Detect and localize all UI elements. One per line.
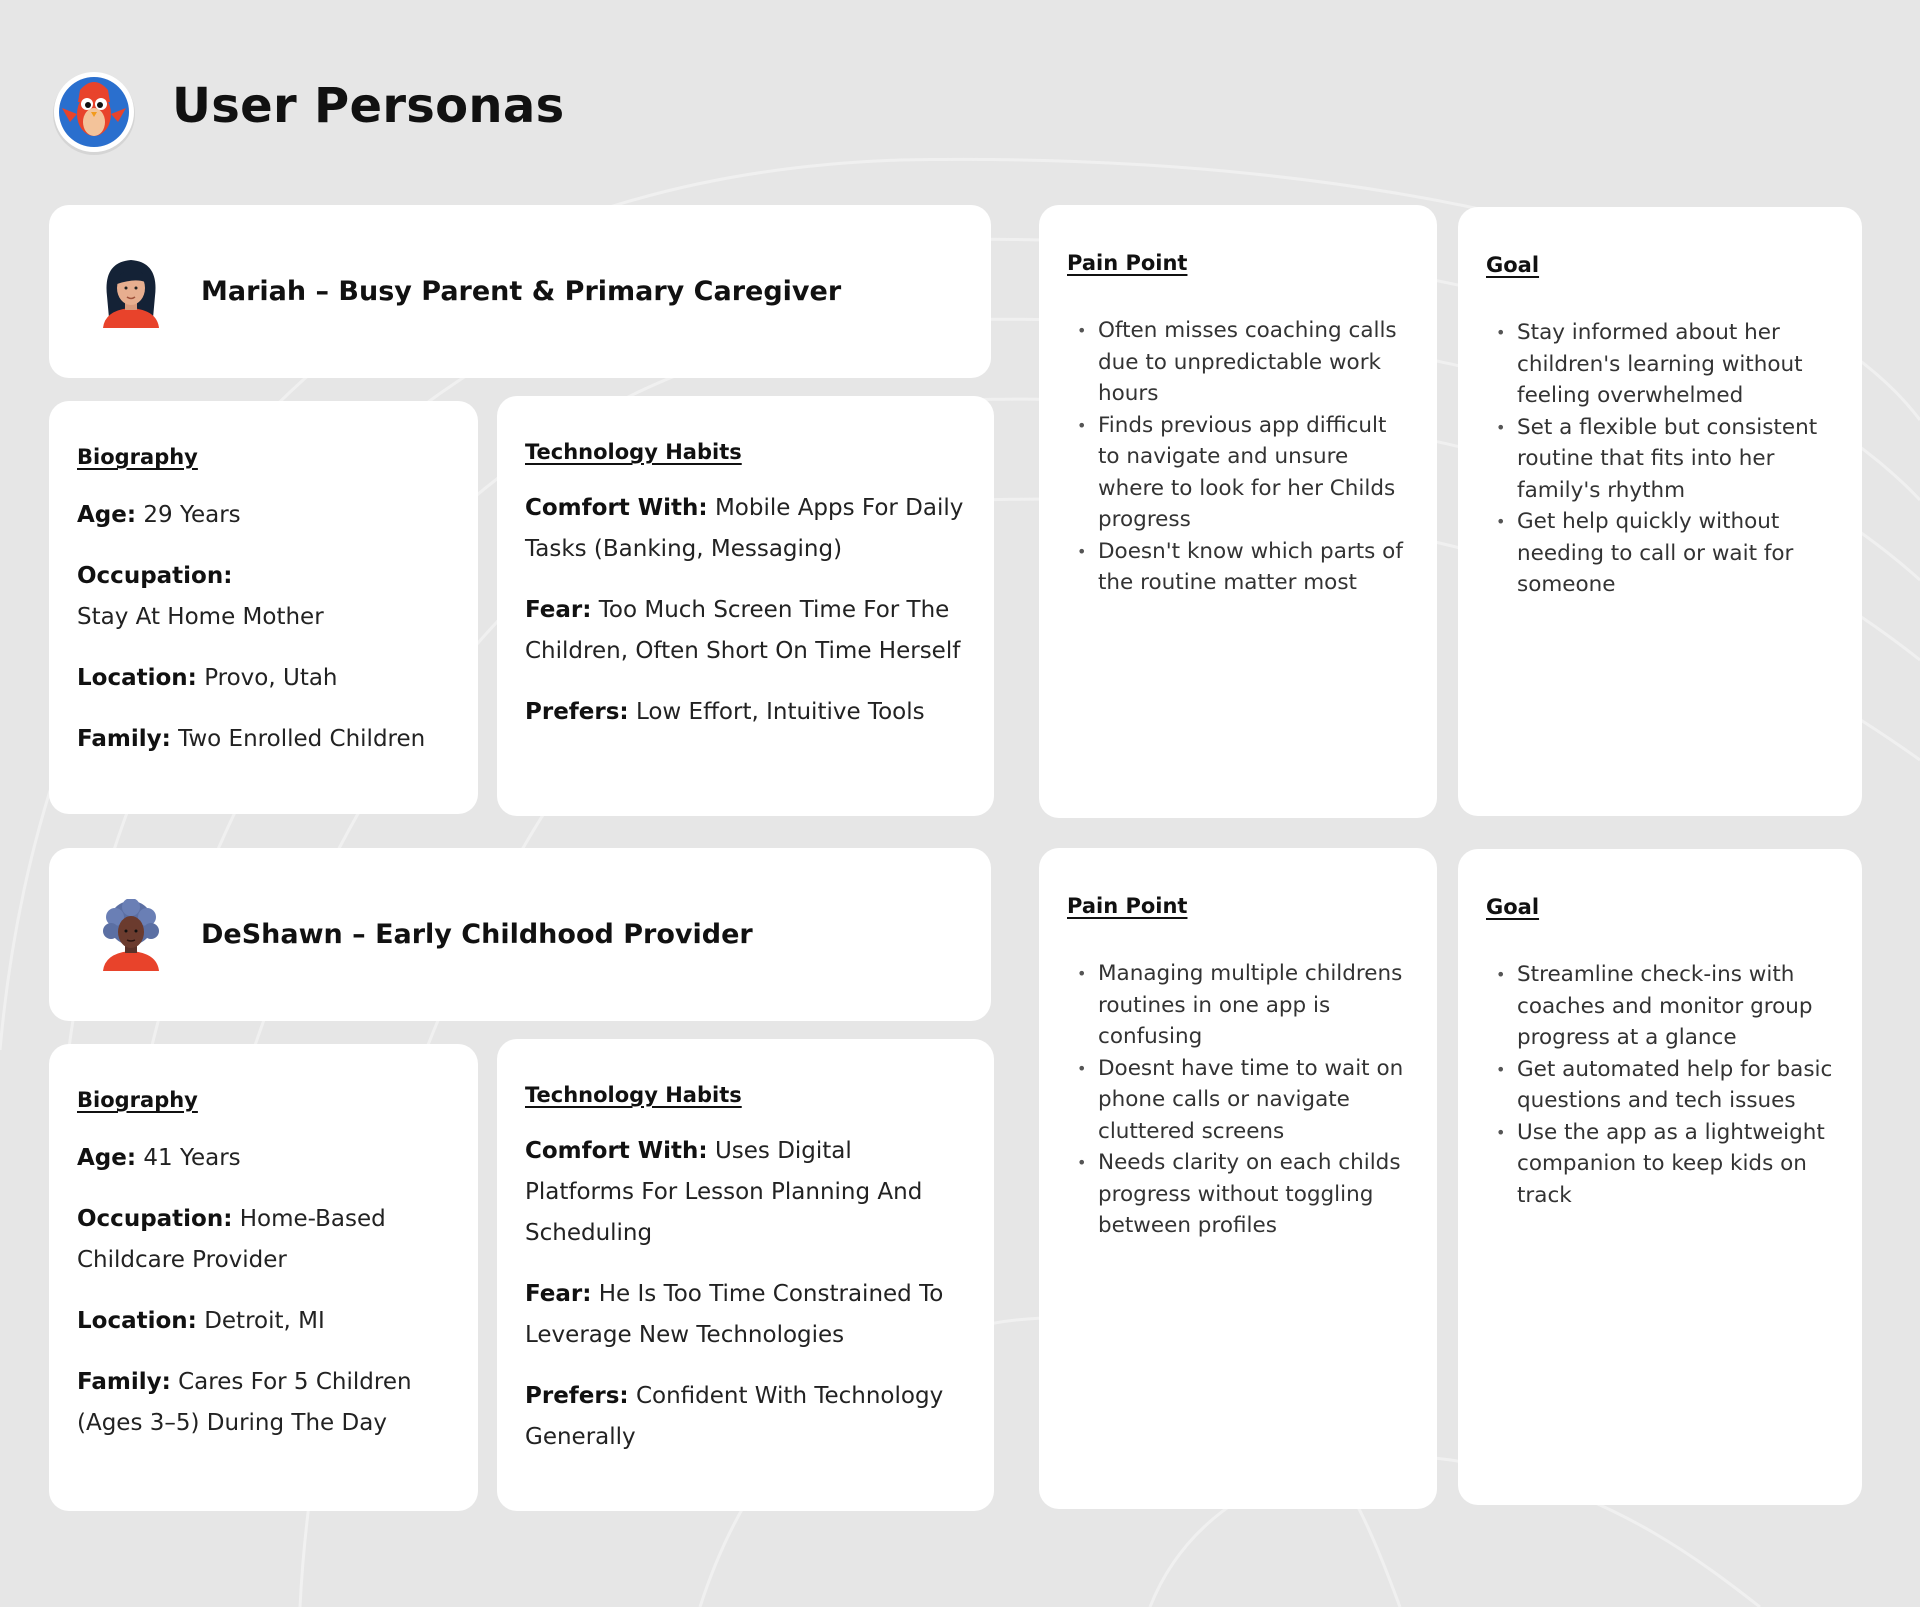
tech-prefers: Prefers: Confident With Technology Generally: [525, 1383, 944, 1450]
tech-comfort: Comfort With: Mobile Apps For Daily Tasks (Banking, Messaging): [525, 495, 964, 562]
woman-avatar-icon: [97, 256, 165, 328]
bio-family: Family: Cares For 5 Children (Ages 3–5) During The Day: [77, 1369, 412, 1436]
goal-list: [1486, 959, 1836, 1211]
list-item: • Set a flexible but consistent routine that fits into her family's rhythm: [1486, 412, 1836, 507]
persona-header-card-mariah: [49, 205, 991, 378]
list-item: • Finds previous app difficult to navigate and unsure where to look for her Childs progress: [1067, 410, 1411, 536]
list-item: • Needs clarity on each childs progress without toggling between profiles: [1067, 1147, 1411, 1242]
persona-name: Mariah – Busy Parent & Primary Caregiver: [201, 276, 842, 307]
biography-heading: Biography: [77, 1088, 198, 1112]
persona-header-card-deshawn: [49, 848, 991, 1021]
bio-occupation: Occupation: Home-Based Childcare Provider: [77, 1206, 386, 1273]
pain-point-card-deshawn: [1039, 848, 1437, 1509]
list-item: • Get help quickly without needing to call or wait for someone: [1486, 506, 1836, 601]
biography-heading: Biography: [77, 445, 198, 469]
list-item: • Often misses coaching calls due to unpredictable work hours: [1067, 315, 1411, 410]
list-item: • Stay informed about her children's learning without feeling overwhelmed: [1486, 317, 1836, 412]
goal-card-deshawn: [1458, 849, 1862, 1505]
bio-family: Family: Two Enrolled Children: [77, 726, 426, 752]
curly-hair-avatar-icon: [97, 899, 165, 971]
list-item: • Get automated help for basic questions and tech issues: [1486, 1054, 1836, 1117]
bio-location: Location: Provo, Utah: [77, 665, 338, 691]
pain-point-list: [1067, 315, 1411, 599]
pain-point-card-mariah: [1039, 205, 1437, 818]
page-title: User Personas: [172, 78, 565, 134]
persona-name: DeShawn – Early Childhood Provider: [201, 919, 753, 950]
biography-card-mariah: [49, 401, 478, 814]
tech-fear: Fear: He Is Too Time Constrained To Leverage New Technologies: [525, 1281, 944, 1348]
bio-location: Location: Detroit, MI: [77, 1308, 325, 1334]
technology-habits-heading: Technology Habits: [525, 440, 742, 464]
bio-occupation: Occupation: Stay At Home Mother: [77, 563, 324, 630]
tech-comfort: Comfort With: Uses Digital Platforms For Lesson Planning And Scheduling: [525, 1138, 923, 1246]
list-item: • Doesn't know which parts of the routine matter most: [1067, 536, 1411, 599]
technology-habits-heading: Technology Habits: [525, 1083, 742, 1107]
pain-point-heading: Pain Point: [1067, 251, 1188, 275]
technology-habits-card-mariah: [497, 396, 994, 816]
goal-list: [1486, 317, 1836, 601]
list-item: • Use the app as a lightweight companion to keep kids on track: [1486, 1117, 1836, 1212]
bio-age: Age: 41 Years: [77, 1145, 241, 1171]
mascot-logo-icon: [50, 68, 138, 156]
goal-heading: Goal: [1486, 253, 1540, 277]
list-item: • Managing multiple childrens routines in one app is confusing: [1067, 958, 1411, 1053]
technology-habits-card-deshawn: [497, 1039, 994, 1511]
list-item: • Streamline check-ins with coaches and monitor group progress at a glance: [1486, 959, 1836, 1054]
bio-age: Age: 29 Years: [77, 502, 241, 528]
list-item: • Doesnt have time to wait on phone calls or navigate cluttered screens: [1067, 1053, 1411, 1148]
pain-point-list: [1067, 958, 1411, 1242]
goal-heading: Goal: [1486, 895, 1540, 919]
pain-point-heading: Pain Point: [1067, 894, 1188, 918]
goal-card-mariah: [1458, 207, 1862, 816]
biography-card-deshawn: [49, 1044, 478, 1511]
tech-fear: Fear: Too Much Screen Time For The Children, Often Short On Time Herself: [525, 597, 961, 664]
tech-prefers: Prefers: Low Effort, Intuitive Tools: [525, 699, 925, 725]
